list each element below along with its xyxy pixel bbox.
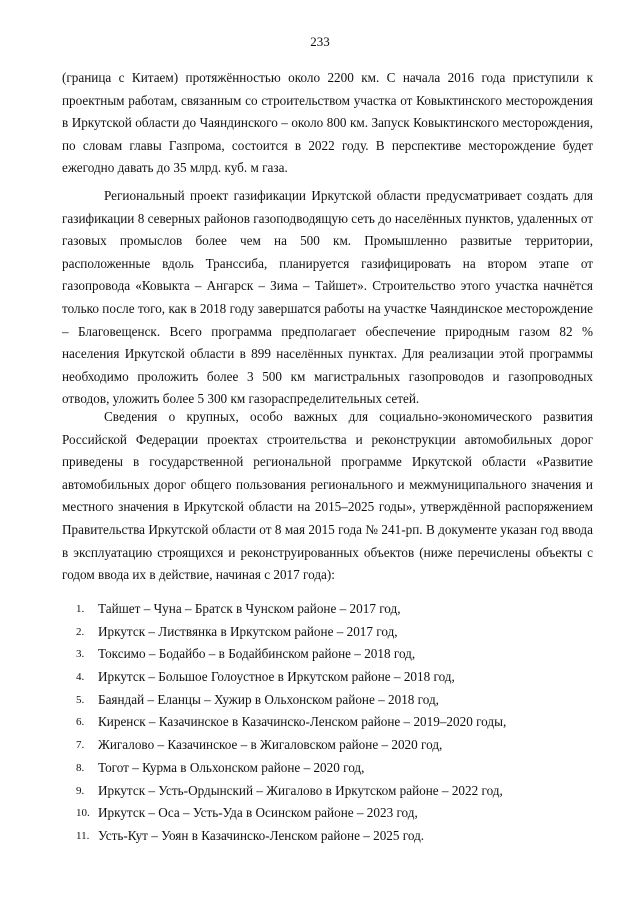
paragraph-road-program: Сведения о крупных, особо важных для социально-экономического развития Российской Федерации проектах строительства и реконструкции автомобильных дорог приведены в государственной региональной программе Иркутской области «Развитие автомобильных дорог общего пользования регионального и межмуниципального значения и местного значения в Иркутской области на 2015–2025 годы», утверждённой распоряжением Правительства Иркутской области от 8 мая 2015 года № 241-рп. В документе указан год ввода в эксплуатацию строящихся и реконструированных объектов (ниже перечислены объекты с годом ввода их в действие, начиная с 2017 года): xyxy=(62,409,593,583)
list-item-text: Киренск – Казачинское в Казачинско-Ленском районе – 2019–2020 годы, xyxy=(98,714,507,730)
list-item-number: 1. xyxy=(76,603,85,615)
paragraph-gas-pipeline: (граница с Китаем) протяжённостью около 2200 км. С начала 2016 года приступили к проектным работам, связанным со строительством участка от Ковыктинского месторождения в Иркутской области до Чаяндинского – около 800 км. Запуск Ковыктинского месторождения, по словам главы Газпрома, состоится в 2022 году. В перспективе месторождение будет ежегодно давать до 35 млрд. куб. м газа. xyxy=(62,70,593,176)
list-item xyxy=(76,666,596,689)
list-item-text: Иркутск – Усть-Ордынский – Жигалово в Иркутском районе – 2022 год, xyxy=(98,782,503,798)
list-item-number: 8. xyxy=(76,761,85,774)
list-item xyxy=(76,689,596,712)
road-projects-list xyxy=(76,598,596,848)
list-item-text: Жигалово – Казачинское – в Жигаловском районе – 2020 год, xyxy=(98,737,443,753)
list-item xyxy=(76,825,596,848)
list-item-text: Иркутск – Листвянка в Иркутском районе – 2017 год, xyxy=(98,623,398,639)
list-item-number: 5. xyxy=(76,693,85,706)
list-item-number: 11. xyxy=(76,829,90,842)
list-item-text: Иркутск – Большое Голоустное в Иркутском районе – 2018 год, xyxy=(98,669,455,685)
list-item xyxy=(76,621,596,644)
list-item-text: Баяндай – Еланцы – Хужир в Ольхонском районе – 2018 год, xyxy=(98,691,439,707)
list-item xyxy=(76,598,596,621)
list-item-number: 7. xyxy=(76,739,85,752)
list-item xyxy=(76,711,596,734)
list-item-text: Усть-Кут – Уоян в Казачинско-Ленском районе – 2025 год. xyxy=(98,827,425,843)
list-item xyxy=(76,757,596,780)
list-item-number: 10. xyxy=(76,807,90,820)
list-item-text: Тайшет – Чуна – Братск в Чунском районе – 2017 год, xyxy=(98,601,401,616)
list-item-text: Иркутск – Оса – Усть-Уда в Осинском районе – 2023 год, xyxy=(98,805,418,821)
list-item-number: 6. xyxy=(76,716,85,729)
list-item-number: 3. xyxy=(76,648,85,661)
list-item-number: 4. xyxy=(76,671,85,684)
page-number: 233 xyxy=(310,34,330,49)
list-item xyxy=(76,643,596,666)
list-item xyxy=(76,780,596,803)
list-item xyxy=(76,802,596,825)
list-item-number: 2. xyxy=(76,625,85,638)
paragraph-gasification-project: Региональный проект газификации Иркутской области предусматривает создать для газификации 8 северных районов газоподводящую сеть до населённых пунктов, удаленных от газовых промыслов более чем на 500 км. Промышленно развитые территории, расположенные вдоль Транссиба, планируется газифицировать на втором этапе от газопровода «Ковыкта – Ангарск – Зима – Тайшет». Строительство этого участка начнётся только после того, как в 2018 году завершатся работы на участке Чаяндинское месторождение – Благовещенск. Всего программа предполагает обеспечение природным газом 82 % населения Иркутской области в 899 населённых пунктах. Для реализации этой программы необходимо проложить более 3 500 км магистральных газопроводов и газопроводных отводов, уложить более 5 300 км газораспределительных сетей. xyxy=(62,188,593,407)
list-item-number: 9. xyxy=(76,784,85,797)
list-item xyxy=(76,734,596,757)
list-item-text: Тогот – Курма в Ольхонском районе – 2020 год, xyxy=(98,759,365,775)
list-item-text: Токсимо – Бодайбо – в Бодайбинском районе – 2018 год, xyxy=(98,646,416,662)
